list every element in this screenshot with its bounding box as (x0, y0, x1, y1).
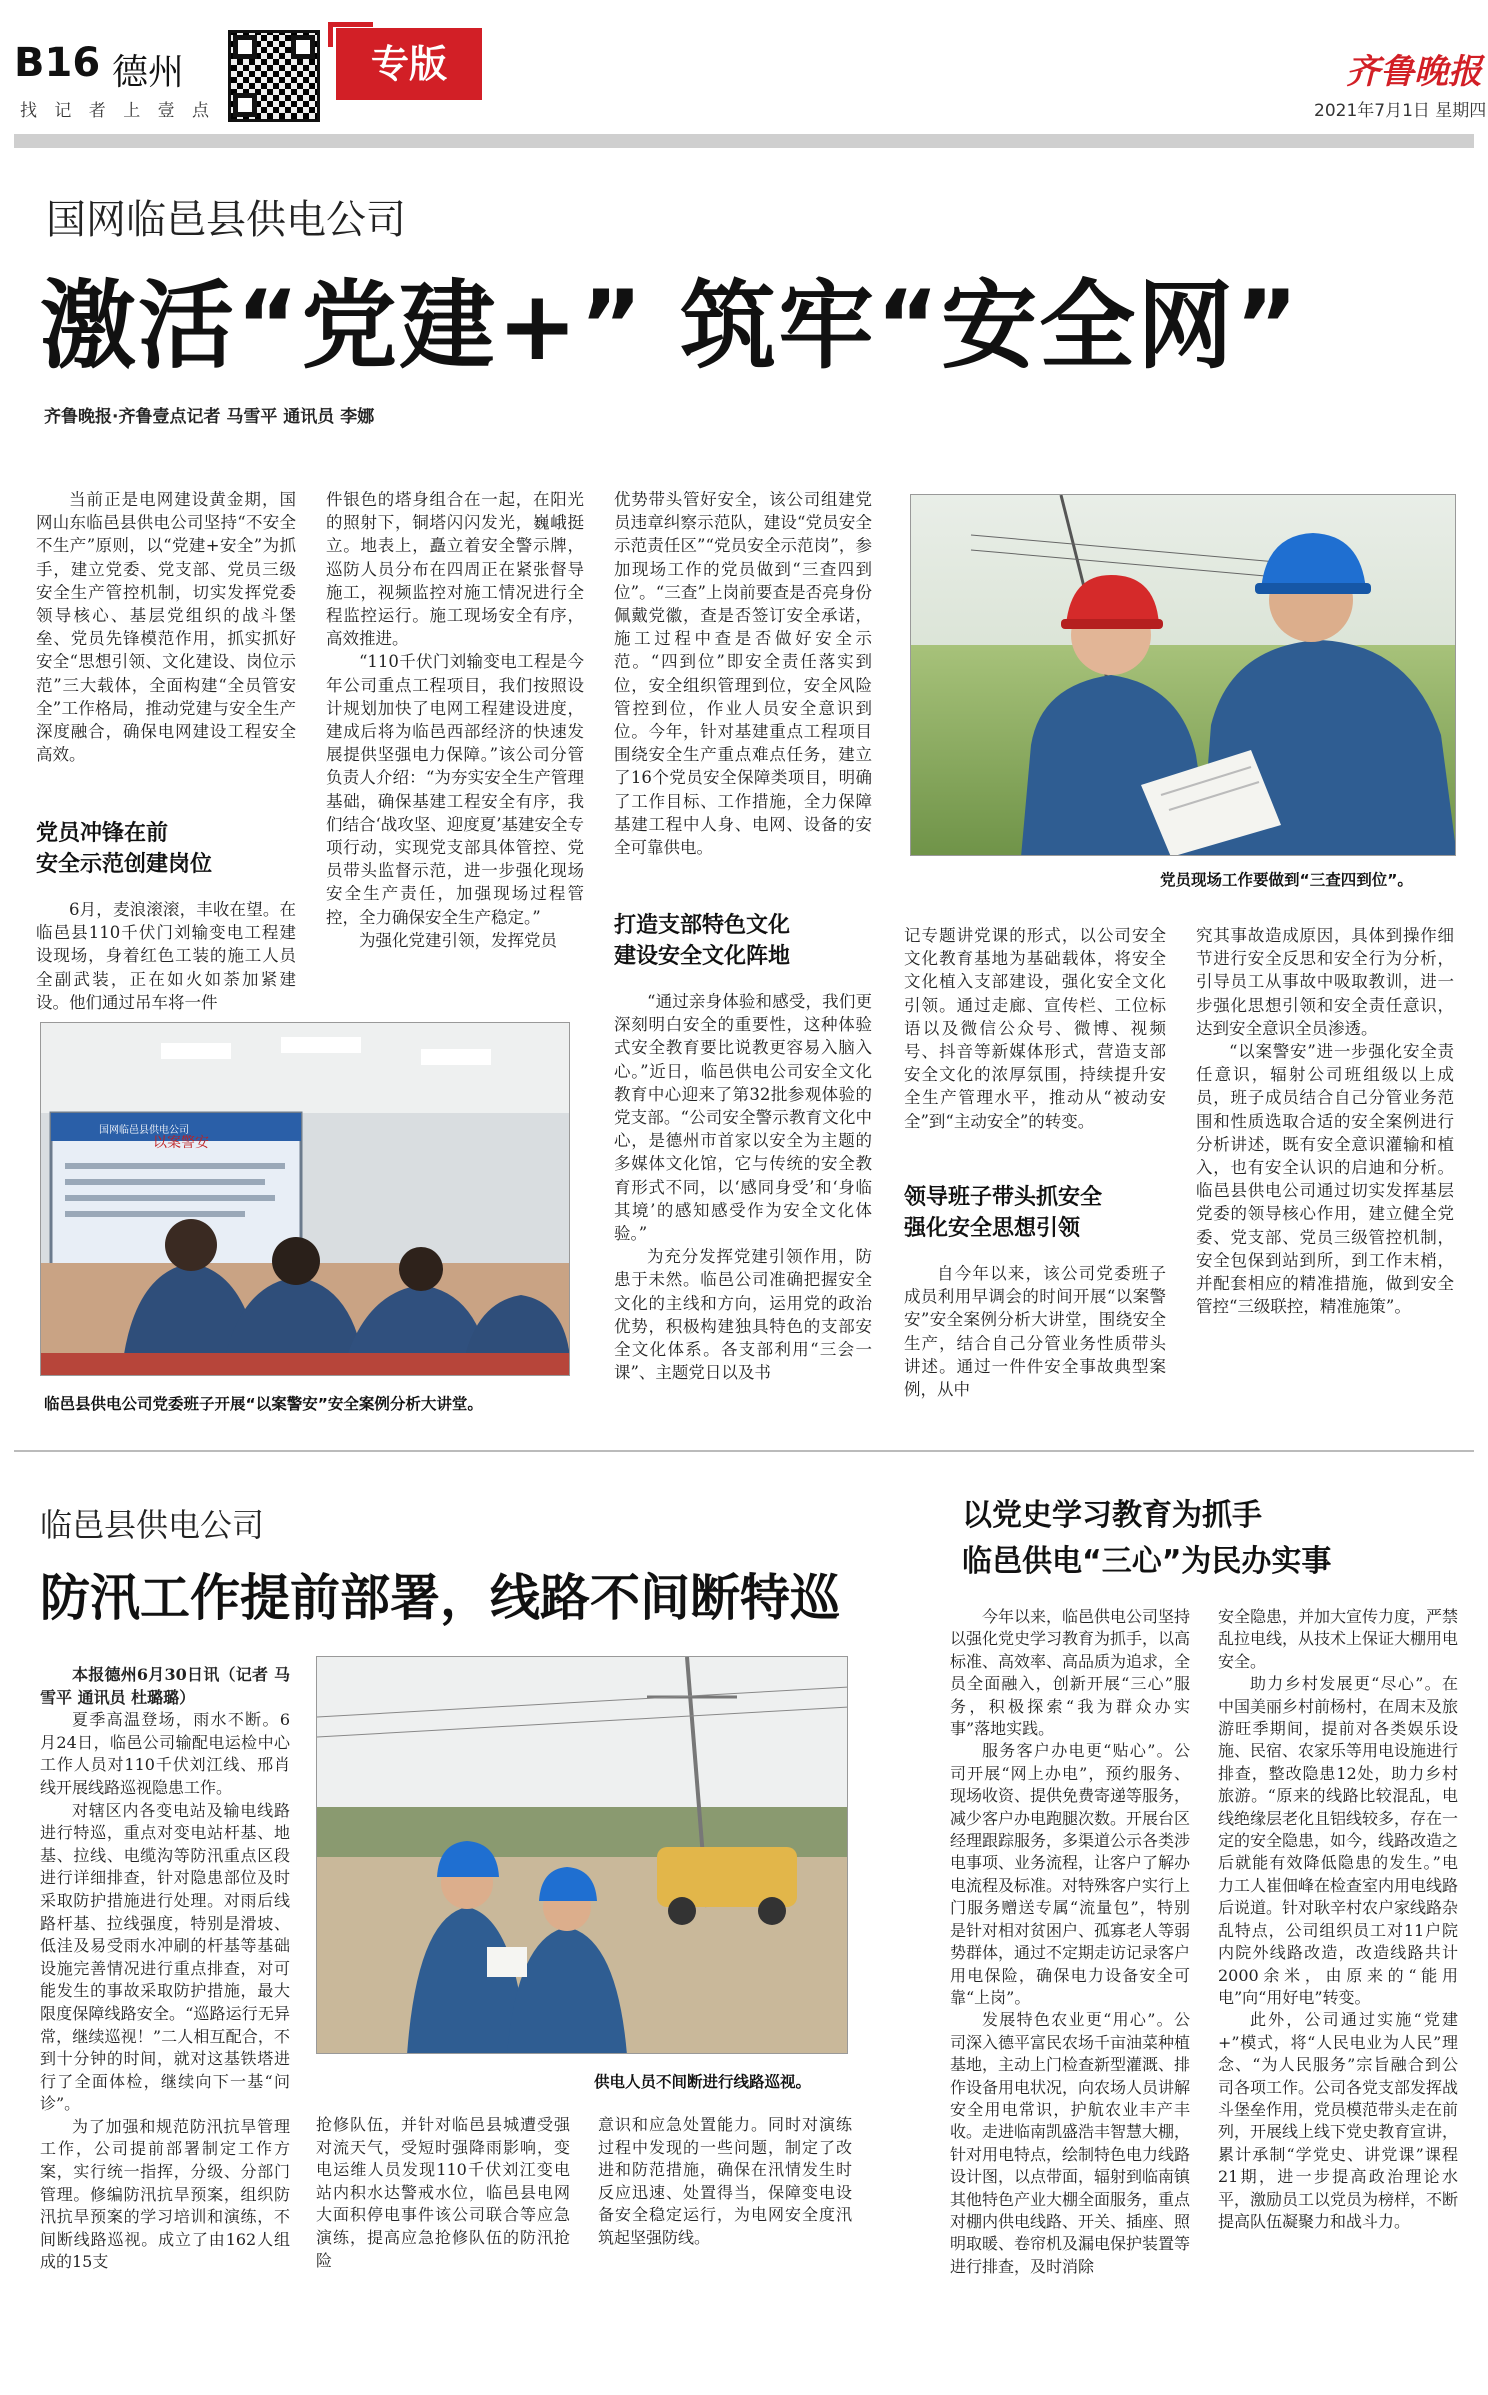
paragraph: 件银色的塔身组合在一起，在阳光的照射下，铜塔闪闪发光，巍峨挺立。地表上，矗立着安全警示牌，巡防人员分布在四周正在紧张督导施工，视频监控对施工情况进行全程监控运行。施工现场安全有序，高效推进。 (326, 490, 584, 649)
header-rule (14, 134, 1474, 148)
article1-column-1 (36, 488, 296, 766)
paragraph: 夏季高温登场，雨水不断。6月24日，临邑公司输配电运检中心工作人员对110千伏刘江线、邢肖线开展线路巡视隐患工作。 (40, 1710, 290, 1797)
photo-lecture-hall-art (41, 1023, 570, 1376)
article1-subhead-2: 打造支部特色文化 建设安全文化阵地 (614, 913, 791, 969)
photo-line-patrol-art (317, 1657, 848, 2054)
photo3-caption: 供电人员不间断进行线路巡视。 (594, 2073, 812, 2091)
paragraph: 意识和应急处置能力。同时对演练过程中发现的一些问题，制定了改进和防范措施，确保在汛情发生时反应迅速、处置得当，保障变电设备安全稳定运行，为电网安全度汛筑起坚强防线。 (598, 2115, 852, 2247)
paragraph: 抢修队伍，并针对临邑县城遭受强对流天气，受短时强降雨影响，变电运维人员发现110千伏刘江变电站内积水达警戒水位，临邑县电网大面积停电事件该公司联合等应急演练，提高应急抢修队伍的防汛抢险 (316, 2115, 570, 2270)
article1-column-1b (36, 898, 296, 1014)
paragraph: 6月，麦浪滚滚，丰收在望。在临邑县110千伏门刘输变电工程建设现场，身着红色工装的施工人员全副武装，正在如火如荼加紧建设。他们通过吊车将一件 (36, 900, 296, 1012)
photo2-caption: 临邑县供电公司党委班子开展“以案警安”安全案例分析大讲堂。 (44, 1395, 483, 1413)
paragraph (40, 1664, 290, 1709)
article1-byline: 齐鲁晚报·齐鲁壹点记者 马雪平 通讯员 李娜 (44, 407, 375, 427)
photo-lecture-hall (40, 1022, 570, 1376)
paragraph: 自今年以来，该公司党委班子成员利用早调会的时间开展“以案警安”安全案例分析大讲堂，围绕安全生产，结合自己分管业务性质带头讲述。通过一件件安全事故典型案例，从中 (904, 1264, 1166, 1400)
photo-inspection-workers-art (911, 495, 1456, 856)
article3-headline-line1: 以党史学习教育为抓手 (962, 1498, 1262, 1533)
paragraph: 安全隐患，并加大宣传力度，严禁乱拉电线，从技术上保证大棚用电安全。 (1218, 1607, 1459, 1671)
paragraph: 为充分发挥党建引领作用，防患于未然。临邑公司准确把握安全文化的主线和方向，运用党的政治优势，积极构建独具特色的支部安全文化体系。各支部利用“三会一课”、主题党日以及书 (614, 1247, 872, 1383)
paragraph: 为强化党建引领，发挥党员 (359, 930, 557, 950)
article3-column-1 (950, 1606, 1190, 2278)
article3-headline-line2: 临邑供电“三心”为民办实事 (962, 1544, 1332, 1579)
photo1-caption: 党员现场工作要做到“三查四到位”。 (1160, 871, 1413, 889)
paragraph: 优势带头管好安全，该公司组建党员违章纠察示范队，建设“党员安全示范责任区”“党员安全示范岗”，参加现场工作的党员做到“三查四到位”。“三查”上岗前要查是否亮身份佩戴党徽，查是否签订安全承诺，施工过程中查是否做好安全示范。“四到位”即安全责任落实到位，安全组织管理到位，安全风险管控到位，作业人员安全意识到位。今年，针对基建重点工程项目围绕安全生产重点难点任务，建立了16个党员安全保障类项目，明确了工作目标、工作措施，全力保障基建工程中人身、电网、设备的安全可靠供电。 (614, 490, 872, 858)
article1-subhead-3: 领导班子带头抓安全 强化安全思想引领 (904, 1185, 1103, 1241)
paragraph: 记专题讲党课的形式，以公司安全文化教育基地为基础载体，将安全文化植入支部建设，强化安全文化引领。通过走廊、宣传栏、工位标语以及微信公众号、微博、视频号、抖音等新媒体形式，营造支部安全文化的浓厚氛围，持续提升安全生产管理水平，推动从“被动安全”到“主动安全”的转变。 (904, 926, 1166, 1131)
paragraph: 对辖区内各变电站及输电线路进行特巡，重点对变电站杆基、地基、拉线、电缆沟等防汛重点区段进行详细排查，针对隐患部位及时采取防护措施进行处理。对雨后线路杆基、拉线强度，特别是滑坡、低洼及易受雨水冲刷的杆基等基础设施完善情况进行重点排查，对可能发生的事故采取防护措施，最大限度保障线路安全。“巡路运行无异常，继续巡视！”二人相互配合，不到十分钟的时间，就对这基铁塔进行了全面体检，继续向下一基“问诊”。 (40, 1800, 290, 2114)
photo-inspection-workers (910, 494, 1456, 856)
paragraph: 服务客户办电更“贴心”。公司开展“网上办电”，预约服务、现场收资、提供免费寄递等服务，减少客户办电跑腿次数。开展台区经理跟踪服务，多渠道公示各类涉电事项、业务流程，让客户了解办电流程及标准。对特殊客户实行上门服务赠送专属“流量包”，特别是针对相对贫困户、孤寡老人等弱势群体，通过不定期走访记录客户用电保险，确保电力设备安全可靠“上岗”。 (950, 1741, 1191, 2007)
article1-subhead-1: 党员冲锋在前 安全示范创建岗位 (36, 821, 213, 877)
section-badge: 专版 (336, 28, 482, 100)
lead-dateline: 本报德州6月30日讯（记者 马雪平 通讯员 杜璐璐） (40, 1665, 290, 1707)
article2-kicker: 临邑县供电公司 (40, 1506, 265, 1544)
section-divider (14, 1450, 1474, 1452)
edition-city: 德州 (112, 52, 185, 93)
qr-code-icon[interactable] (228, 30, 320, 122)
article1-column-2 (326, 488, 584, 952)
article1-headline: 激活“党建+” 筑牢“安全网” (40, 270, 1301, 382)
paragraph: 发展特色农业更“用心”。公司深入德平富民农场千亩油菜种植基地，主动上门检查新型灌溉、排作设备用电状况，向农场人员讲解安全用电常识，护航农业丰产丰收。走进临南凯盛浩丰智慧大棚，针对用电特点，绘制特色电力线路设计图，以点带面，辐射到临南镇其他特色产业大棚全面服务，重点对棚内供电线路、开关、插座、照明取暖、卷帘机及漏电保护装置等进行排查，及时消除 (950, 2010, 1191, 2276)
article2-column-3 (598, 2114, 852, 2250)
paragraph: “以案警安”进一步强化安全责任意识，辐射公司班组级以上成员，班子成员结合自己分管业务范围和性质选取合适的安全案例进行分析讲述，既有安全意识灌输和植入，也有安全认识的启迪和分析。临邑县供电公司通过切实发挥基层党委的领导核心作用，建立健全党委、党支部、党员三级管控机制，安全包保到站到所，到工作末梢，并配套相应的精准措施，做到安全管控“三级联控，精准施策”。 (1196, 1042, 1454, 1317)
contact-slogan: 找 记 者 上 壹 点 (20, 101, 216, 121)
paragraph: 助力乡村发展更“尽心”。在中国美丽乡村前杨村，在周末及旅游旺季期间，提前对各类娱乐设施、民宿、农家乐等用电设施进行排查，整改隐患12处，助力乡村旅游。“原来的线路比较混乱，电线绝缘层老化且铝线较多，存在一定的安全隐患，如今，线路改造之后就能有效降低隐患的发生。”电力工人崔佃峰在检查室内用电线路后说道。针对耿辛村农户家线路杂乱特点，公司组织员工对11户院内院外线路改造，改造线路共计2000余米，由原来的“能用电”向“用好电”转变。 (1218, 1674, 1459, 2007)
article1-column-4 (904, 924, 1166, 1133)
article1-column-3 (614, 488, 872, 859)
article2-headline: 防汛工作提前部署，线路不间断特巡 (40, 1569, 840, 1627)
paragraph: 今年以来，临邑供电公司坚持以强化党史学习教育为抓手，以高标准、高效率、高品质为追求，全员全面融入，创新开展“三心”服务，积极探索“我为群众办实事”落地实践。 (950, 1607, 1191, 1739)
article1-column-3b (614, 990, 872, 1384)
article3-column-2 (1218, 1606, 1458, 2233)
slide-title: 以案警安 (153, 1135, 209, 1151)
article1-column-5 (1196, 924, 1454, 1318)
paragraph: 当前正是电网建设黄金期，国网山东临邑县供电公司坚持“不安全不生产”原则，以“党建+安全”为抓手，建立党委、党支部、党员三级安全生产管控机制，切实发挥党委领导核心、基层党组织的战斗堡垒、党员先锋模范作用，抓实抓好安全“思想引领、文化建设、岗位示范”三大载体，全面构建“全员管安全”工作格局，推动党建与安全生产深度融合，确保电网建设工程安全高效。 (36, 490, 296, 765)
issue-date: 2021年7月1日 星期四 (1314, 101, 1487, 121)
paragraph: “通过亲身体验和感受，我们更深刻明白安全的重要性，这种体验式安全教育要比说教更容易入脑入心。”近日，临邑供电公司安全文化教育中心迎来了第32批参观体验的党支部。“公司安全警示教育文化中心，是德州市首家以安全为主题的多媒体文化馆，它与传统的安全教育形式不同，以‘感同身受’和‘身临其境’的感知感受作为安全文化体验。” (614, 992, 872, 1244)
paragraph: “110千伏门刘输变电工程是今年公司重点工程项目，我们按照设计规划加快了电网工程建设进度，建成后将为临邑西部经济的快速发展提供坚强电力保障。”该公司分管负责人介绍：“为夯实安全生产管理基础，确保基建工程安全有序，我们结合‘战攻坚、迎度夏’基建安全专项行动，实现党支部具体管控、党员带头监督示范，进一步强化现场安全生产责任，加强现场过程管控，全力确保安全生产稳定。” (326, 652, 584, 927)
slide-org: 国网临邑县供电公司 (99, 1125, 189, 1136)
paragraph: 此外，公司通过实施“党建+”模式，将“人民电业为人民”理念、“为人民服务”宗旨融合到公司各项工作。公司各党支部发挥战斗堡垒作用，党员模范带头走在前列，开展线上线下党史教育宣讲，累计承制“学党史、讲党课”课程21期，进一步提高政治理论水平，激励员工以党员为榜样，不断提高队伍凝聚力和战斗力。 (1218, 2010, 1459, 2231)
article2-column-2 (316, 2114, 570, 2272)
paragraph: 究其事故造成原因，具体到操作细节进行安全反思和安全行为分析，引导员工从事故中吸取教训，进一步强化思想引领和安全责任意识，达到安全意识全员渗透。 (1196, 926, 1454, 1038)
newspaper-logo: 齐鲁晚报 (1346, 52, 1482, 92)
article1-kicker: 国网临邑县供电公司 (46, 197, 406, 243)
paragraph: 为了加强和规范防汛抗旱管理工作，公司提前部署制定工作方案，实行统一指挥，分级、分部门管理。修编防汛抗旱预案，组织防汛抗旱预案的学习培训和演练，不间断线路巡视。成立了由162人组成的15支 (40, 2116, 290, 2272)
article1-column-4b (904, 1262, 1166, 1401)
article2-column-1 (40, 1664, 290, 2274)
photo-line-patrol (316, 1656, 848, 2054)
page-number: B16 (14, 40, 101, 86)
